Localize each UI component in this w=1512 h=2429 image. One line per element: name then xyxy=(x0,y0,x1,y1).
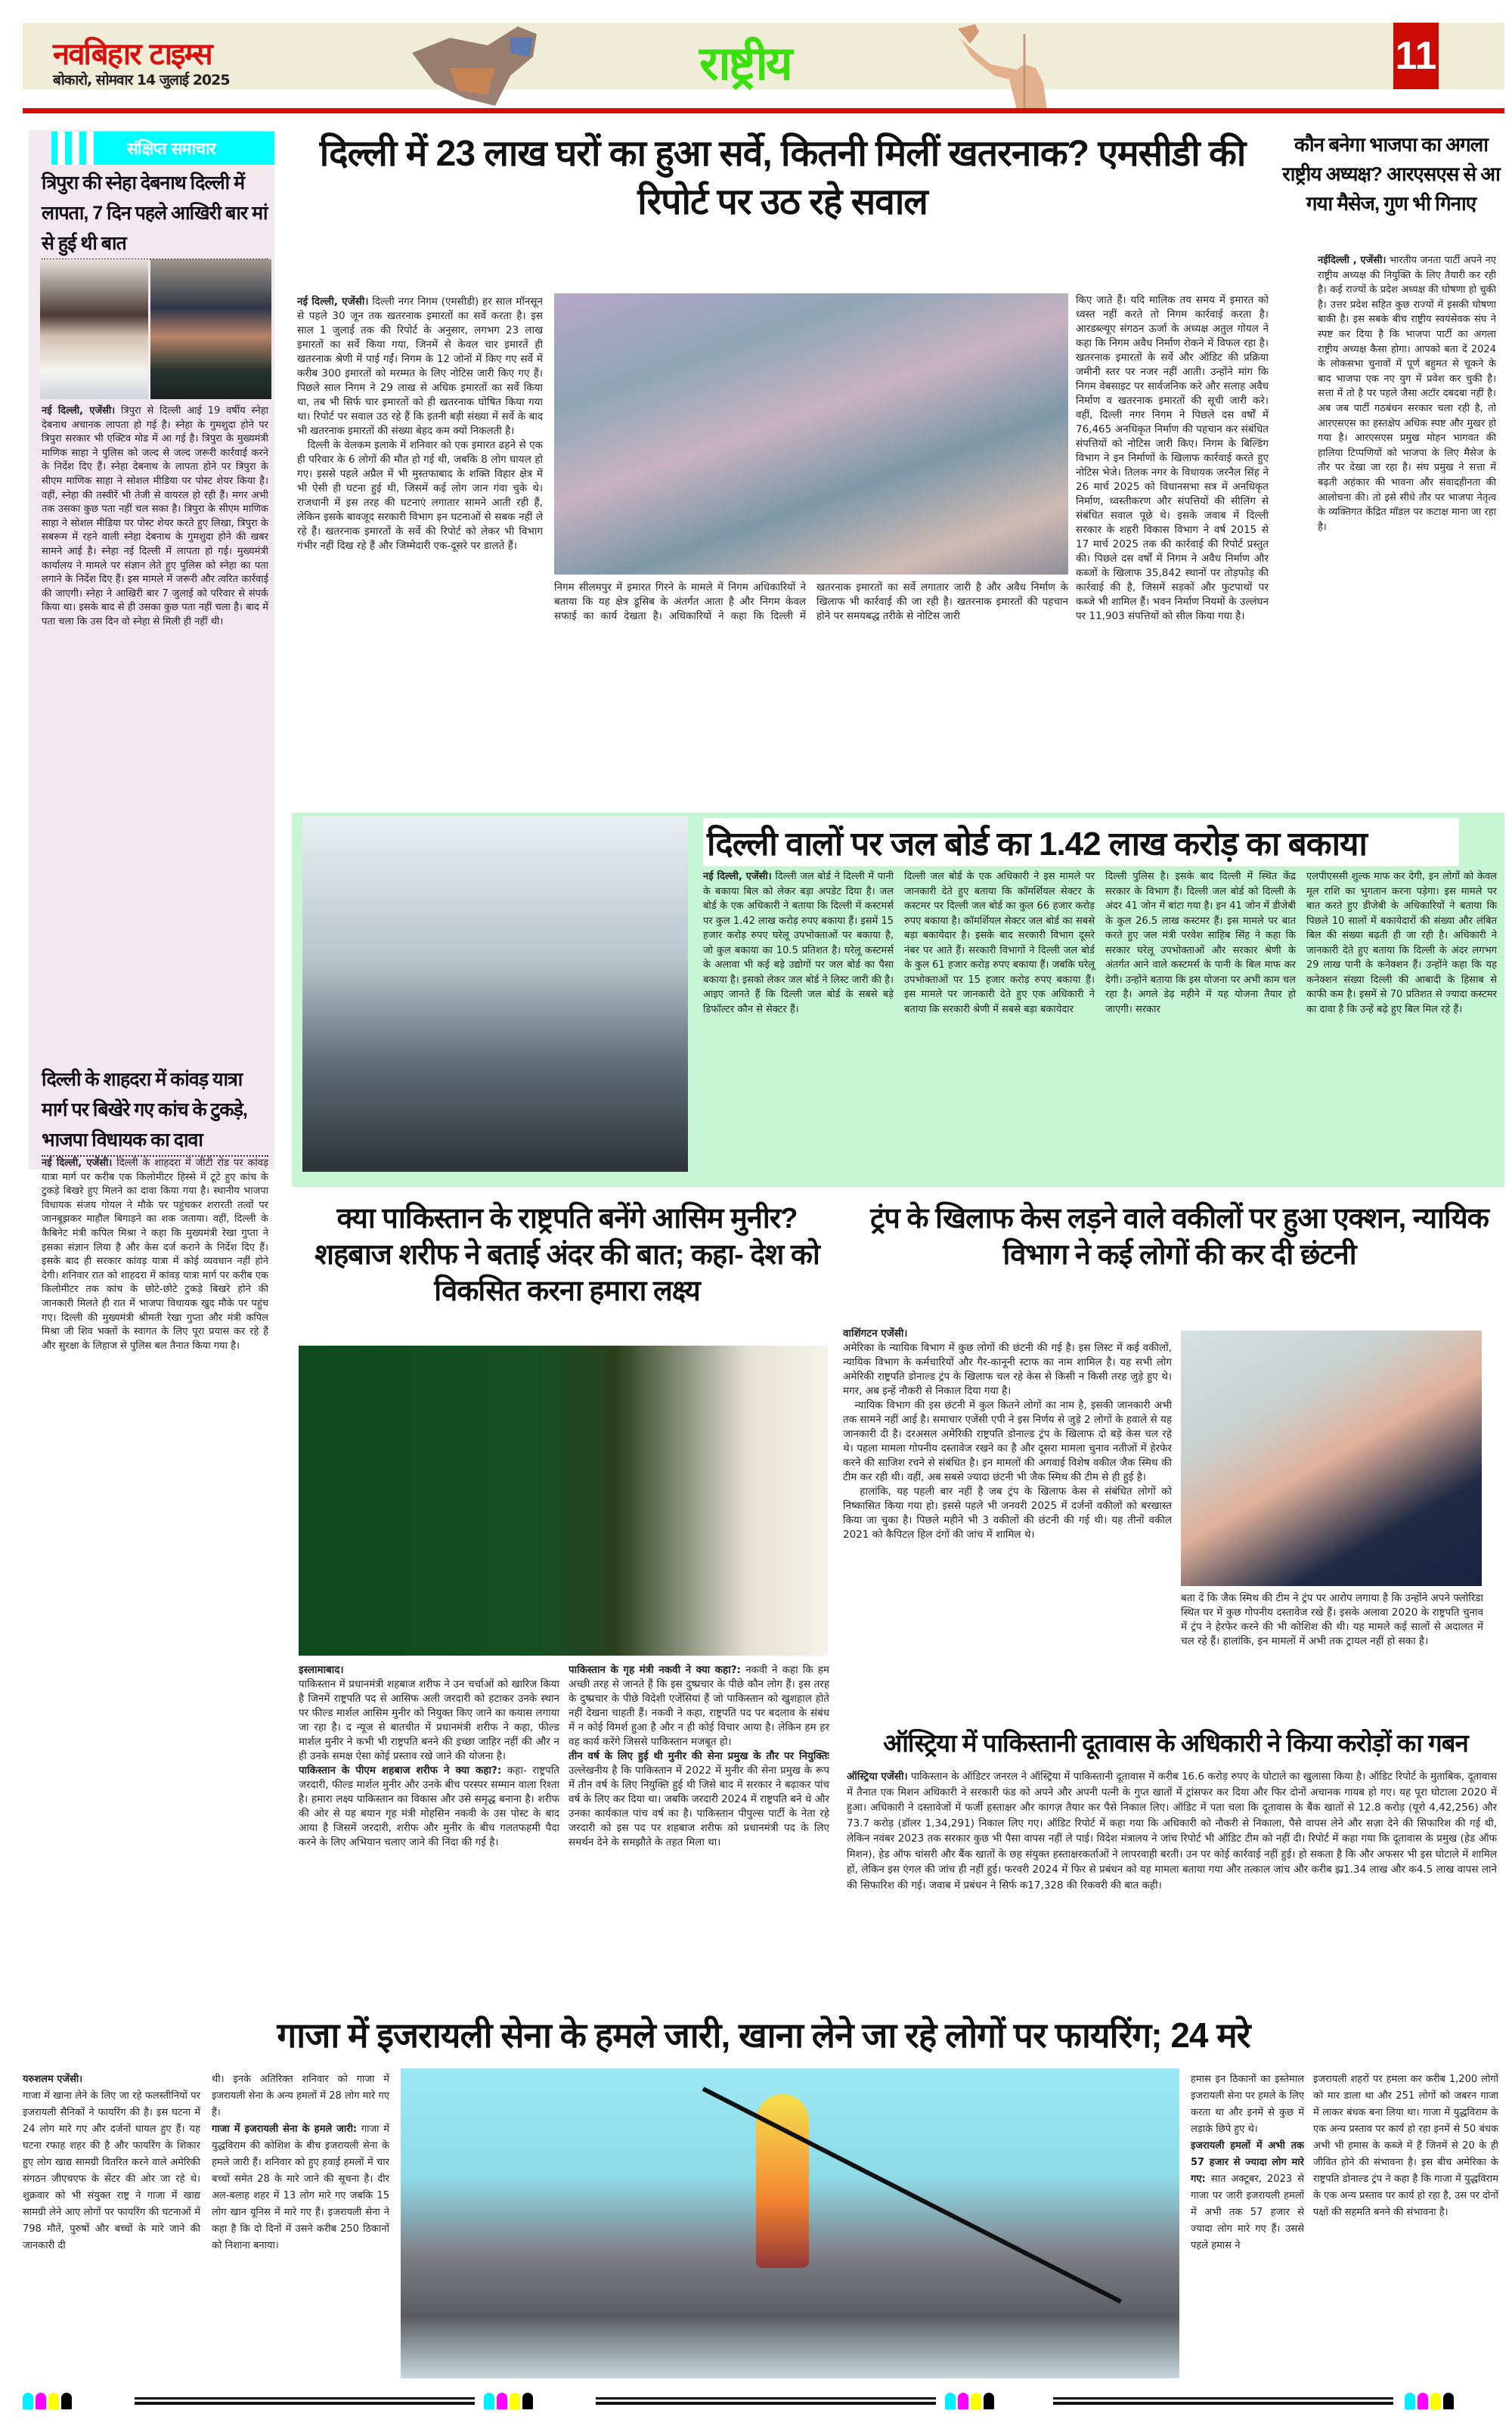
trump-col1 xyxy=(843,1327,1172,1705)
newspaper-name: नवबिहार टाइम्स xyxy=(53,37,212,72)
registration-line-3 xyxy=(1053,2397,1393,2405)
magenta-mark-icon xyxy=(1418,2393,1428,2409)
gaza-col3 xyxy=(1191,2071,1304,2378)
water-col3: दिल्ली पुलिस है। इसके बाद दिल्ली में स्थित केंद्र सरकार के विभाग हैं। दिल्ली जल बोर्ड को दिल्ली के अंदर 41 जोन में बांटा गया है। इन 41 जोन में डीजेबी के कुल 26.5 लाख कस्टमर हैं। इस मामले पर बात करते हुए जल मंत्री परवेश साहिब सिंह ने कहा कि सरकार घरेलू उपभोक्ताओं और सरकार श्रेणी के अंतर्गत आने वाले कस्टमर्स के पानी के बिल माफ कर देगी। उन्होंने बताया कि इस योजना पर अभी काम चल रहा है। अगले डेढ़ महीने में यह योजना तैयार हो जाएगी। सरकार xyxy=(1105,871,1296,1015)
water-tanker-photo xyxy=(302,816,688,1172)
water-dateline: नई दिल्ली, एजेंसी। xyxy=(703,871,772,882)
magenta-mark-icon xyxy=(36,2393,46,2409)
bjp-dateline: नईदिल्ली , एजेंसी। xyxy=(1318,255,1387,266)
lead-dateline: नई दिल्ली, एजेंसी। xyxy=(297,296,369,308)
briefs-label: संक्षिप्त समाचार xyxy=(127,140,215,159)
black-mark-icon xyxy=(522,2393,533,2409)
gaza-dateline: यरुशलम एजेंसी। xyxy=(23,2074,83,2085)
pakistan-col1-text: पाकिस्तान में प्रधानमंत्री शहबाज शरीफ ने उन चर्चाओं को खारिज किया है जिनमें राष्ट्रपति पद से आसिफ अली जरदारी को हटाकर उनके स्थान पर फील्ड मार्शल आसिम मुनीर को नियुक्त किए जाने का कयास लगाया जा रहा है। द न्यूज से बातचीत में प्रधानमंत्री शरीफ ने कहा, फील्ड मार्शल मुनीर ने कभी भी राष्ट्रपति बनने की इच्छा जाहिर नहीं की और न ही उनके समक्ष ऐसा कोई प्रस्ताव रखे जाने की योजना है। xyxy=(299,1678,559,1762)
registration-mark-3 xyxy=(945,2393,994,2409)
gaza-col2 xyxy=(212,2071,389,2378)
pakistan-headline[interactable]: क्या पाकिस्तान के राष्ट्रपति बनेंगे आसिम मुनीर? शहबाज शरीफ ने बताई अंदर की बात; कहा- देश को विकसित करना हमारा लक्ष्य xyxy=(314,1203,820,1307)
brief2-body xyxy=(42,1157,268,1988)
pakistan-col2-text: नकवी ने कहा कि हम अच्छी तरह से जानते हैं कि इस दुष्प्रचार के पीछे कौन लोग हैं। इस तरह के दुष्प्रचार के पीछे विदेशी एजेंसियां हैं जो पाकिस्तान को खुशहाल होते नहीं देखना चाहती हैं। नकवी ने कहा, राष्ट्रपति पद पर बदलाव के संबंध में न कोई विमर्श हुआ है और न ही कोई विचार आया है। लेकिन हम हर वह कार्य करेंगे जिससे पाकिस्तान मजबूत हो। xyxy=(569,1664,829,1748)
gaza-col2-text: थी। इनके अतिरिक्त शनिवार को गाजा में इजरायली सेना के अन्य हमलों में 28 लोग मारे गए हैं। xyxy=(212,2074,389,2118)
lead-col2: निगम सीलमपुर में इमारत गिरने के मामले में निगम अधिकारियों ने बताया कि यह क्षेत्र डूसिब के अंतर्गत आता है और निगम केवल सफाई का कार्य देखता है। अधिकारियों ने कहा कि दिल्ली में खतरनाक इमारतों का सर्वे लगातार जारी है और अवैध निर्माण के खिलाफ भी कार्रवाई की जा रही है। खतरनाक इमारतों की पहचान होने पर समयबद्ध तरीके से नोटिस जारी xyxy=(554,581,1068,622)
lead-city-photo xyxy=(554,293,1068,575)
registration-mark-1 xyxy=(23,2393,72,2409)
black-mark-icon xyxy=(1443,2393,1454,2409)
magenta-mark-icon xyxy=(497,2393,507,2409)
gaza-col1 xyxy=(23,2071,200,2378)
trump-col2: बता दें कि जैक स्मिथ की टीम ने ट्रंप पर आरोप लगाया है कि उन्होंने अपने फ्लोरिडा स्थित घर में कुछ गोपनीय दस्तावेज रखे हैं। इसके अलावा 2020 के राष्ट्रपति चुनाव में ट्रंप ने हेरफेर करने की भी कोशिश की थी। यह मामले कई सालों से अदालत में चल रहे हैं। हालांकि, इन मामलों में अभी तक ट्रायल नहीं हो सका है। xyxy=(1181,1592,1483,1647)
yellow-mark-icon xyxy=(48,2393,59,2409)
registration-mark-2 xyxy=(484,2393,533,2409)
registration-line-2 xyxy=(596,2397,936,2405)
state-map-collage-icon xyxy=(404,23,601,110)
trump-dateline: वाशिंगटन एजेंसी। xyxy=(843,1328,908,1340)
pakistan-col1 xyxy=(299,1663,559,1988)
black-mark-icon xyxy=(61,2393,72,2409)
gaza-headline[interactable]: गाजा में इजरायली सेना के हमले जारी, खाना लेने जा रहे लोगों पर फायरिंग; 24 मरे xyxy=(277,2015,1250,2055)
bjp-headline[interactable]: कौन बनेगा भाजपा का अगला राष्ट्रीय अध्यक्ष? आरएसएस से आ गया मैसेज, गुण भी गिनाए xyxy=(1282,133,1500,215)
water-body xyxy=(703,869,1497,1179)
bjp-body xyxy=(1318,253,1496,813)
black-mark-icon xyxy=(984,2393,994,2409)
bjp-text: भारतीय जनता पार्टी अपने नए राष्ट्रीय अध्यक्ष की नियुक्ति के लिए तैयारी कर रही है। कई राज्यों के प्रदेश अध्यक्ष की घोषणा हो चुकी है। उत्तर प्रदेश सहित कुछ राज्यों में इसकी घोषणा बाकी है। इस सबके बीच राष्ट्रीय स्वयंसेवक संघ ने स्पष्ट कर दिया है कि भाजपा पार्टी का अगला राष्ट्रीय अध्यक्ष कैसा होगा। आपको बता दें 2024 के लोकसभा चुनावों में पूर्ण बहुमत से चूकने के बाद भाजपा एक नए युग में प्रवेश कर चुकी है। सत्ता में तो है पर पहले जैसा अटॉर दबदबा नहीं है। अब जब पार्टी गठबंधन सरकार चला रही है, तो आरएसएस का हस्तक्षेप अधिक स्पष्ट और मुखर हो गया है। आरएसएस प्रमुख मोहन भागवत की हालिया टिप्पणियों को भाजपा के लिए मैसेज के तौर पर देखा जा रहा है। संघ प्रमुख ने सत्ता में बढ़ती अहंकार की भावना और संवादहीनता की आलोचना की। तो इसे सीधे तौर पर भाजपा नेतृत्व के व्यक्तिगत केंद्रित मॉडल पर कटाक्ष माना जा रहा है। xyxy=(1318,255,1496,533)
water-col4: एलपीएससी शुल्क माफ कर देगी, इन लोगों को केवल मूल राशि का भुगतान करना पड़ेगा। इस मामले पर बात करते हुए डीजेबी के अधिकारियों ने बताया कि पिछले 10 सालों में बकायेदारों की संख्या और लंबित बिल की संख्या बढ़ती ही जा रही है। अधिकारी ने जानकारी देते हुए बताया कि दिल्ली के अंदर लगभग 29 लाख पानी के कनेक्शन हैं। उन्होंने कहा कि यह कनेक्शन संख्या दिल्ली की आबादी के हिसाब से काफी कम है। इसमें से 70 प्रतिशत से ज्यादा कस्टमर का दावा है कि उन्हें बढ़े हुए बिल मिल रहे हैं। xyxy=(1306,871,1497,1015)
water-col1 xyxy=(703,869,894,1179)
pakistan-subhead-2: पाकिस्तान के गृह मंत्री नकवी ने क्या कहा?: xyxy=(569,1664,741,1676)
section-title: राष्ट्रीय xyxy=(699,36,791,91)
brief2-text: दिल्ली के शाहदरा में जीटी रोड पर कांवड़ यात्रा मार्ग पर करीब एक किलोमीटर हिस्से में टूटे हुए कांच के टुकड़े बिखरे हुए मिलने का दावा किया गया है। स्थानीय भाजपा विधायक संजय गोयल ने मौके पर पहुंचकर शरारती तत्वों पर जानबूझकर माहौल बिगाड़ने का शक जताया। वहीं, दिल्ली के कैबिनेट मंत्री कपिल मिश्रा ने कहा कि मुख्यमंत्री रेखा गुप्ता ने इसका संज्ञान लिया है और केस दर्ज कराने के निर्देश दिए हैं। इसके बाद ही सरकार कांवड़ यात्रा में कोई व्यवधान नहीं होने देगी। शनिवार रात को शाहदरा में कांवड़ यात्रा मार्ग पर करीब एक किलोमीटर तक कांच के छोटे-छोटे टुकड़े बिखरे होने की जानकारी मिलते ही रात में भाजपा विधायक खुद मौके पर पहुंच गए। दिल्ली की मुख्यमंत्री श्रीमती रेखा गुप्ता और मंत्री कपिल मिश्रा जी शिव भक्तों के स्वागत के लिए पूरा प्रयास कर रहे हैं और सुरक्षा के लिहाज से पुलिस बल तैनात किया गया है। xyxy=(42,1157,268,1352)
brief1-text: त्रिपुरा से दिल्ली आई 19 वर्षीय स्नेहा देबनाथ अचानक लापता हो गई है। स्नेहा के गुमशुदा होने पर त्रिपुरा सरकार भी एक्टिव मोड में आ गई है। त्रिपुरा के मुख्यमंत्री माणिक साहा ने पुलिस को जल्द से जल्द जरूरी कार्रवाई करने के निर्देश दिए हैं। स्नेहा देबनाथ के लापता होने पर त्रिपुरा के सीएम माणिक साहा ने सोशल मीडिया पर पोस्ट शेयर किया है। वहीं, स्नेहा की तस्वीरें भी तेजी से वायरल हो रही हैं। मगर अभी तक उसका कुछ पता नहीं चल सका है। त्रिपुरा के सीएम माणिक साहा ने सोशल मीडिया पर पोस्ट शेयर करते हुए लिखा, त्रिपुरा के सबरूम में रहने वाली स्नेहा देबनाथ के गुमशुदा होने की खबर सामने आई है। स्नेहा नई दिल्ली में लापता हो गई। मुख्यमंत्री कार्यालय ने मामले पर संज्ञान लेते हुए पुलिस को स्नेहा का पता लगाने के निर्देश दिए हैं। इस मामले में जरूरी और त्वरित कार्रवाई की जाएगी। स्नेहा ने आखिरी बार 7 जुलाई को परिवार से संपर्क किया था। इसके बाद से ही उसका कुछ पता नहीं चला है। बाद में पता चला कि उस दिन वो स्नेहा से मिली ही नहीं थी। xyxy=(42,405,268,627)
trump-headline[interactable]: ट्रंप के खिलाफ केस लड़ने वाले वकीलों पर हुआ एक्शन, न्यायिक विभाग ने कई लोगों की कर दी छंटनी xyxy=(870,1203,1489,1271)
pakistan-col2 xyxy=(569,1663,829,1988)
gaza-subhead-1: गाजा में इजरायली सेना के हमले जारी: xyxy=(212,2124,358,2135)
water-headline[interactable]: दिल्ली वालों पर जल बोर्ड का 1.42 लाख करोड़ का बकाया xyxy=(707,826,1367,863)
gaza-col3b-text: सात अक्टूबर, 2023 से गाजा पर जारी इजरायली हमलों में अभी तक 57 हजार से ज्यादा लोग मारे गए हैं। उससे पहले हमास ने xyxy=(1191,2173,1304,2251)
pakistan-subhead-3: तीन वर्ष के लिए हुई थी मुनीर की सेना प्रमुख के तौर पर नियुक्तिः xyxy=(569,1750,829,1762)
brief1-dateline: नई दिल्ली, एजेंसी। xyxy=(42,405,116,417)
pakistan-col2b-text: उल्लेखनीय है कि पाकिस्तान में 2022 में मुनीर की सेना प्रमुख के रूप में तीन वर्ष के लिए नियुक्ति हुई थी जिसे बाद में सरकार ने बढ़ाकर पांच वर्ष के लिए कर दिया था। जबकि जरदारी 2024 में राष्ट्रपति बने थे और उनका कार्यकाल पांच वर्ष का है। पाकिस्तान पीपुल्स पार्टी के नेता रहे जरदारी को इस पद पर शहबाज शरीफ को प्रधानमंत्री पद के लिए समर्थन देने के समझौते के तहत मिला था। xyxy=(569,1764,829,1848)
lead-col3: किए जाते हैं। यदि मालिक तय समय में इमारत को ध्वस्त नहीं करते तो निगम कार्रवाई करता है। आरडब्ल्यूए संगठन ऊर्जा के अध्यक्ष अतुल गोयल ने कहा कि निगम अवैध निर्माण रोकने में विफल रहा है। खतरनाक इमारतों के सर्वे और ऑडिट की प्रक्रिया जमीनी स्तर पर नजर नहीं आती। उन्होंने मांग कि निगम वेबसाइट पर सार्वजनिक करे और सलाह अवैध निर्माण व खतरनाक इमारतों की सूची जारी करे। वहीं, दिल्ली नगर निगम ने पिछले दस वर्षों में 76,465 अनधिकृत निर्माण की पहचान कर संबंधित संपत्तियों को नोटिस जारी किए। निगम के बिल्डिंग विभाग ने इन निर्माणों के खिलाफ कार्रवाई करते हुए नोटिस भेजे। तिलक नगर के विधायक जरनैल सिंह ने 26 मार्च 2025 को विधानसभा सत्र में अनधिकृत निर्माण, ध्वस्तीकरण और संपत्तियों की सीलिंग से संबंधित सवाल पूछे थे। इसके जवाब में दिल्ली सरकार के शहरी विकास विभाग ने वर्ष 2015 से 17 मार्च 2025 तक की कार्रवाई की रिपोर्ट प्रस्तुत की। पिछले दस वर्षों में निगम ने अवैध निर्माण और कब्जों के खिलाफ 35,842 स्थानों पर तोड़फोड़ की कार्रवाई की है, जिसमें सड़कों और फुटपाथों पर कब्जे भी शामिल हैं। भवन निर्माण नियमों के उल्लंघन पर 11,903 संपत्तियों को सील किया गया है। xyxy=(1076,294,1269,622)
lead-col1b-text: दिल्ली के वेलकम इलाके में शनिवार को एक इमारत ढहने से एक ही परिवार के 6 लोगों की मौत हो गई थी, जबकि 8 लोग घायल हो गए। इससे पहले अप्रैल में भी मुस्तफाबाद के शक्ति विहार क्षेत्र में भी ऐसी ही घटना हुई थी, जिसमें कई लोग जान गंवा चुके थे। राजधानी में इस तरह की घटनाएं लगातार सामने आती रही हैं, लेकिन इसके बावजूद सरकारी विभाग इन घटनाओं से सबक नहीं ले रहे हैं। खतरनाक इमारतों के सर्वे की रिपोर्ट को लेकर भी विभाग गंभीर नहीं दिख रहे हैं और जिम्मेदारी एक-दूसरे पर डालते हैं। xyxy=(297,439,543,552)
cyan-mark-icon xyxy=(1405,2393,1415,2409)
gaza-col1-text: गाजा में खाना लेने के लिए जा रहे फलस्तीनियों पर इजरायली सैनिकों ने फायरिंग की है। इस घटना में 24 लोग मारे गए और दर्जनों घायल हुए हैं। यह घटना रफाह शहर की है और फायरिंग के शिकार हुए लोग खाद्य सामग्री वितरित करने वाले अमेरिकी संगठन जीएचएफ के सेंटर की ओर जा रहे थे। शुक्रवार को भी संयुक्त राष्ट्र ने गाजा में खाद्य सामग्री लेने आए लोगों पर फायरिंग की घटनाओं में 798 मौतें, पुरुषों और बच्चों के मारे जाने की जानकारी दी xyxy=(23,2090,200,2251)
gaza-col4: इजरायली शहरों पर हमला कर करीब 1,200 लोगों को मार डाला था और 251 लोगों को जबरन गाजा में लाकर बंधक बना लिया था। गाजा में युद्धविराम के एक अन्य प्रस्ताव पर कार्य हो रहा इनमें से 50 बंधक अभी भी हमास के कब्जे में हैं जिनमें से 20 के ही जीवित होने की संभावना है। इस बीच अमेरिका के राष्ट्रपति डोनाल्ड ट्रंप ने कहा है कि गाजा में युद्धविराम के एक अन्य प्रस्ताव पर कार्य हो रहा है, उस पर दोनों पक्षों की सहमति बनने की संभावना है। xyxy=(1313,2074,1498,2218)
trump-photo xyxy=(1181,1331,1482,1586)
austria-headline[interactable]: ऑस्ट्रिया में पाकिस्तानी दूतावास के अधिकारी ने किया करोड़ों का गबन xyxy=(883,1729,1468,1757)
page-number: 11 xyxy=(1393,23,1439,89)
pakistan-col1b-text: कहा- राष्ट्रपति जरदारी, फील्ड मार्शल मुनीर और उनके बीच परस्पर सम्मान वाला रिश्ता है। हमारा लक्ष्य पाकिस्तान का विकास और उसे समृद्ध बनाना है। शरीफ की ओर से यह बयान गृह मंत्री मोहसिन नकवी के उस पोस्ट के बाद आया है जिसमें जरदारी, शरीफ और मुनीर के बीच गलतफहमी पैदा करने के लिए अभियान चलाए जाने की निंदा की गई है। xyxy=(299,1764,559,1848)
briefs-bars-icon xyxy=(51,132,104,165)
pakistan-dateline: इस्लामाबाद। xyxy=(299,1664,344,1676)
yellow-mark-icon xyxy=(971,2393,981,2409)
austria-body xyxy=(847,1769,1497,1988)
registration-mark-4 xyxy=(1405,2393,1454,2409)
brief1-photo-right xyxy=(150,259,271,399)
masthead-divider xyxy=(23,108,1504,113)
brief1-body xyxy=(42,404,268,1055)
lead-col1-text: दिल्ली नगर निगम (एमसीडी) हर साल मॉनसून से पहले 30 जून तक खतरनाक इमारतों का सर्वे करता है। इस साल 1 जुलाई तक की रिपोर्ट के अनुसार, लगभग 23 लाख इमारतों का सर्वे किया गया, जिनमें से केवल चार इमारतें ही खतरनाक श्रेणी में पाई गईं। निगम के 12 जोनों में किए गए सर्वे में करीब 300 इमारतों को मरम्मत के लिए नोटिस जारी किए गए हैं। पिछले साल निगम ने 29 लाख से अधिक इमारतों का सर्वे किया था, तब भी सिर्फ चार इमारतों को ही खतरनाक घोषित किया गया था। रिपोर्ट पर सवाल उठ रहे हैं कि इतनी बड़ी संख्या में सर्वे के बाद भी खतरनाक इमारतों की संख्या बेहद कम क्यों निकलती है। xyxy=(297,296,543,437)
statue-illustration-icon xyxy=(949,23,1100,110)
water-col2: दिल्ली जल बोर्ड के एक अधिकारी ने इस मामले पर जानकारी देते हुए बताया कि कॉमर्शियल सेक्टर के कस्टमर पर दिल्ली जल बोर्ड का कुल 66 हजार करोड़ रुपए बकाया है। कॉमर्शियल सेक्टर जल बोर्ड का सबसे बड़ा बकायेदार है। इसके बाद सरकारी विभाग दूसरे नंबर पर आते हैं। सरकारी विभागों ने दिल्ली जल बोर्ड के कुल 61 हजार करोड़ रुपए बकाया हैं। जबकि घरेलू उपभोक्ताओं पर 15 हजार करोड़ रुपए बकाया हैं। इस मामले पर जानकारी देते हुए एक अधिकारी ने बताया कि सरकारी श्रेणी में सबसे बड़ा बकायेदार xyxy=(904,871,1095,1015)
cyan-mark-icon xyxy=(484,2393,494,2409)
gaza-col2b-text: गाजा में युद्धविराम की कोशिश के बीच इजरायली सेना के हमले जारी हैं। शनिवार को हुए हवाई हमलों में चार बच्चों समेत 28 के मारे जाने की सूचना है। दीर अल-बलाह शहर में 13 लोग मारे गए जबकि 15 लोग खान यूनिस में मारे गए हैं। इजरायली सेना ने कहा है कि दो दिनों में उसने करीब 250 ठिकानों को निशाना बनाया। xyxy=(212,2124,389,2251)
gaza-col3-text: हमास इन ठिकानों का इस्तेमाल इजरायली सेना पर हमले के लिए करता था और इनमें से कुछ में लड़ाके छिपे हुए थे। xyxy=(1191,2074,1304,2135)
yellow-mark-icon xyxy=(1430,2393,1441,2409)
brief1-headline[interactable]: त्रिपुरा की स्नेहा देबनाथ दिल्ली में लापता, 7 दिन पहले आखिरी बार मां से हुई थी बात xyxy=(42,168,268,260)
trump-col1c-text: हालांकि, यह पहली बार नहीं है जब ट्रंप के खिलाफ केस से संबंधित लोगों को निष्कासित किया गया हो। इससे पहले भी जनवरी 2025 में दर्जनों वकीलों को बरखास्त किया जा चुका है। पिछले महीने भी 3 वकीलों की छंटनी की गई थी। यह तीनों वकील 2021 को कैपिटल हिल दंगों की जांच में शामिल थे। xyxy=(843,1486,1172,1541)
pakistan-subhead-1: पाकिस्तान के पीएम शहबाज शरीफ ने क्या कहा?: xyxy=(299,1764,502,1777)
cyan-mark-icon xyxy=(23,2393,33,2409)
briefs-band xyxy=(51,132,274,165)
cyan-mark-icon xyxy=(945,2393,956,2409)
brief2-headline[interactable]: दिल्ली के शाहदरा में कांवड़ यात्रा मार्ग पर बिखेरे गए कांच के टुकड़े, भाजपा विधायक का दावा xyxy=(42,1064,268,1157)
trump-col1-text: अमेरिका के न्यायिक विभाग में कुछ लोगों की छंटनी की गई है। इस लिस्ट में कई वकीलों, न्यायिक विभाग के कर्मचारियों और गैर-कानूनी स्टाफ का नाम शामिल है। यह सभी लोग अमेरिकी राष्ट्रपति डोनाल्ड ट्रंप के खिलाफ चल रहे केस से किसी न किसी तरह जुड़े हुए थे। मगर, अब इन्हें नौकरी से निकाल दिया गया है। xyxy=(843,1342,1172,1397)
brief2-dateline: नई दिल्ली, एजेंसी। xyxy=(42,1157,113,1169)
austria-dateline: ऑस्ट्रिया एजेंसी। xyxy=(847,1771,908,1783)
gaza-subhead-2: इजरायली हमलों में अभी तक 57 हजार से ज्यादा लोग मारे गए: xyxy=(1191,2140,1304,2185)
edition-date: बोकारो, सोमवार 14 जुलाई 2025 xyxy=(53,72,230,88)
water-col1-text: दिल्ली जल बोर्ड ने दिल्ली में पानी के बकाया बिल को लेकर बड़ा अपडेट दिया है। जल बोर्ड के एक अधिकारी ने बताया कि दिल्ली में कस्टमर्स पर कुल 1.42 लाख करोड़ रुपए बकाया हैं। इसमें 15 हजार करोड़ रुपए घरेलू उपभोक्ताओं पर बकाया है, जो कुल बकाया का 10.5 प्रतिशत है। घरेलू कस्टमर्स के अलावा भी कई बड़े उद्योगों पर जल बोर्ड का पैसा बकाया है। इसको लेकर जल बोर्ड ने लिस्ट जारी की है। आइए जानते हैं कि दिल्ली जल बोर्ड के सबसे बड़े डिफॉल्टर कौन से सेक्टर हैं। xyxy=(703,871,894,1015)
austria-text: पाकिस्तान के ऑडिटर जनरल ने ऑस्ट्रिया में पाकिस्तानी दूतावास में करीब 16.6 करोड़ रुपए के घोटाले का खुलासा किया है। ऑडिट रिपोर्ट के मुताबिक, दूतावास में तैनात एक मिशन अधिकारी ने सरकारी फंड को अपने और अपनी पत्नी के गुप्त खातों में ट्रांसफर कर दिया और फिर दोनों अचानक गायब हो गए। यह पूरा घोटाला 2020 में हुआ। अधिकारी ने दस्तावेजों में फर्जी हस्ताक्षर और कागज़ तैयार कर पैसे निकाल लिए। ऑडिट में पता चला कि दूतावास के बैंक खातों से 12.8 करोड़ (यूरो 4,42,256) और 73.7 करोड़ (डॉलर 1,34,291) निकाल लिए गए। ऑडिट रिपोर्ट में कहा गया कि अधिकारी को नौकरी से निकाला, पैसे वापस लेने और सज़ा देने की सिफारिश की गई थी, लेकिन नवंबर 2023 तक सरकार कुछ भी पैसा वापस नहीं ले पाई। विदेश मंत्रालय ने जांच रिपोर्ट भी ऑडिट टीम को नहीं दी। रिपोर्ट में कहा गया कि दूतावास के प्रमुख (हेड ऑफ मिशन), हेड ऑफ चांसरी और बैंक खातों के छह संयुक्त हस्ताक्षरकर्ताओं ने लापरवाही बरती। उन पर कोई कार्रवाई नहीं हुई। हो सकता है कि और अफसर भी इस घोटाले में शामिल हों, लेकिन इस एंगल की जांच ही नहीं हुई। फरवरी 2024 में फिर से प्रबंधन को यह मामला बताया गया और तत्काल जांच और करीब झ्र1.34 लाख और क4.5 लाख वापस लाने की सिफारिश की गई। जवाब में प्रबंधन ने सिर्फ क17,328 की रिकवरी की बात कही। xyxy=(847,1771,1497,1891)
lead-headline[interactable]: दिल्ली में 23 लाख घरों का हुआ सर्वे, कितनी मिलीं खतरनाक? एमसीडी की रिपोर्ट पर उठ रहे सवाल xyxy=(319,134,1246,222)
trump-col1b-text: न्यायिक विभाग की इस छंटनी में कुल कितने लोगों का नाम है, इसकी जानकारी अभी तक सामने नहीं आई है। समाचार एजेंसी एपी ने इस निर्णय से जुड़े 2 लोगों के हवाले से यह जानकारी दी है। दरअसल अमेरिकी राष्ट्रपति डोनाल्ड ट्रंप के खिलाफ दो बड़े केस चल रहे थे। पहला मामला गोपनीय दस्तावेज रखने का है और दूसरा मामला चुनाव नतीजों में हेरफेर करने की साजिश रचने से संबंधित है। इन मामलों की अगवाई विशेष वकील जैक स्मिथ की टीम कर रही थी। वहीं, अब सबसे ज्यादा छंटनी भी जैक स्मिथ की टीम से ही हुई है। xyxy=(843,1399,1172,1483)
yellow-mark-icon xyxy=(510,2393,520,2409)
registration-line-1 xyxy=(135,2397,475,2405)
munir-photo xyxy=(299,1346,828,1656)
lead-col1 xyxy=(297,295,543,597)
brief1-photo-left xyxy=(40,259,148,399)
magenta-mark-icon xyxy=(958,2393,968,2409)
